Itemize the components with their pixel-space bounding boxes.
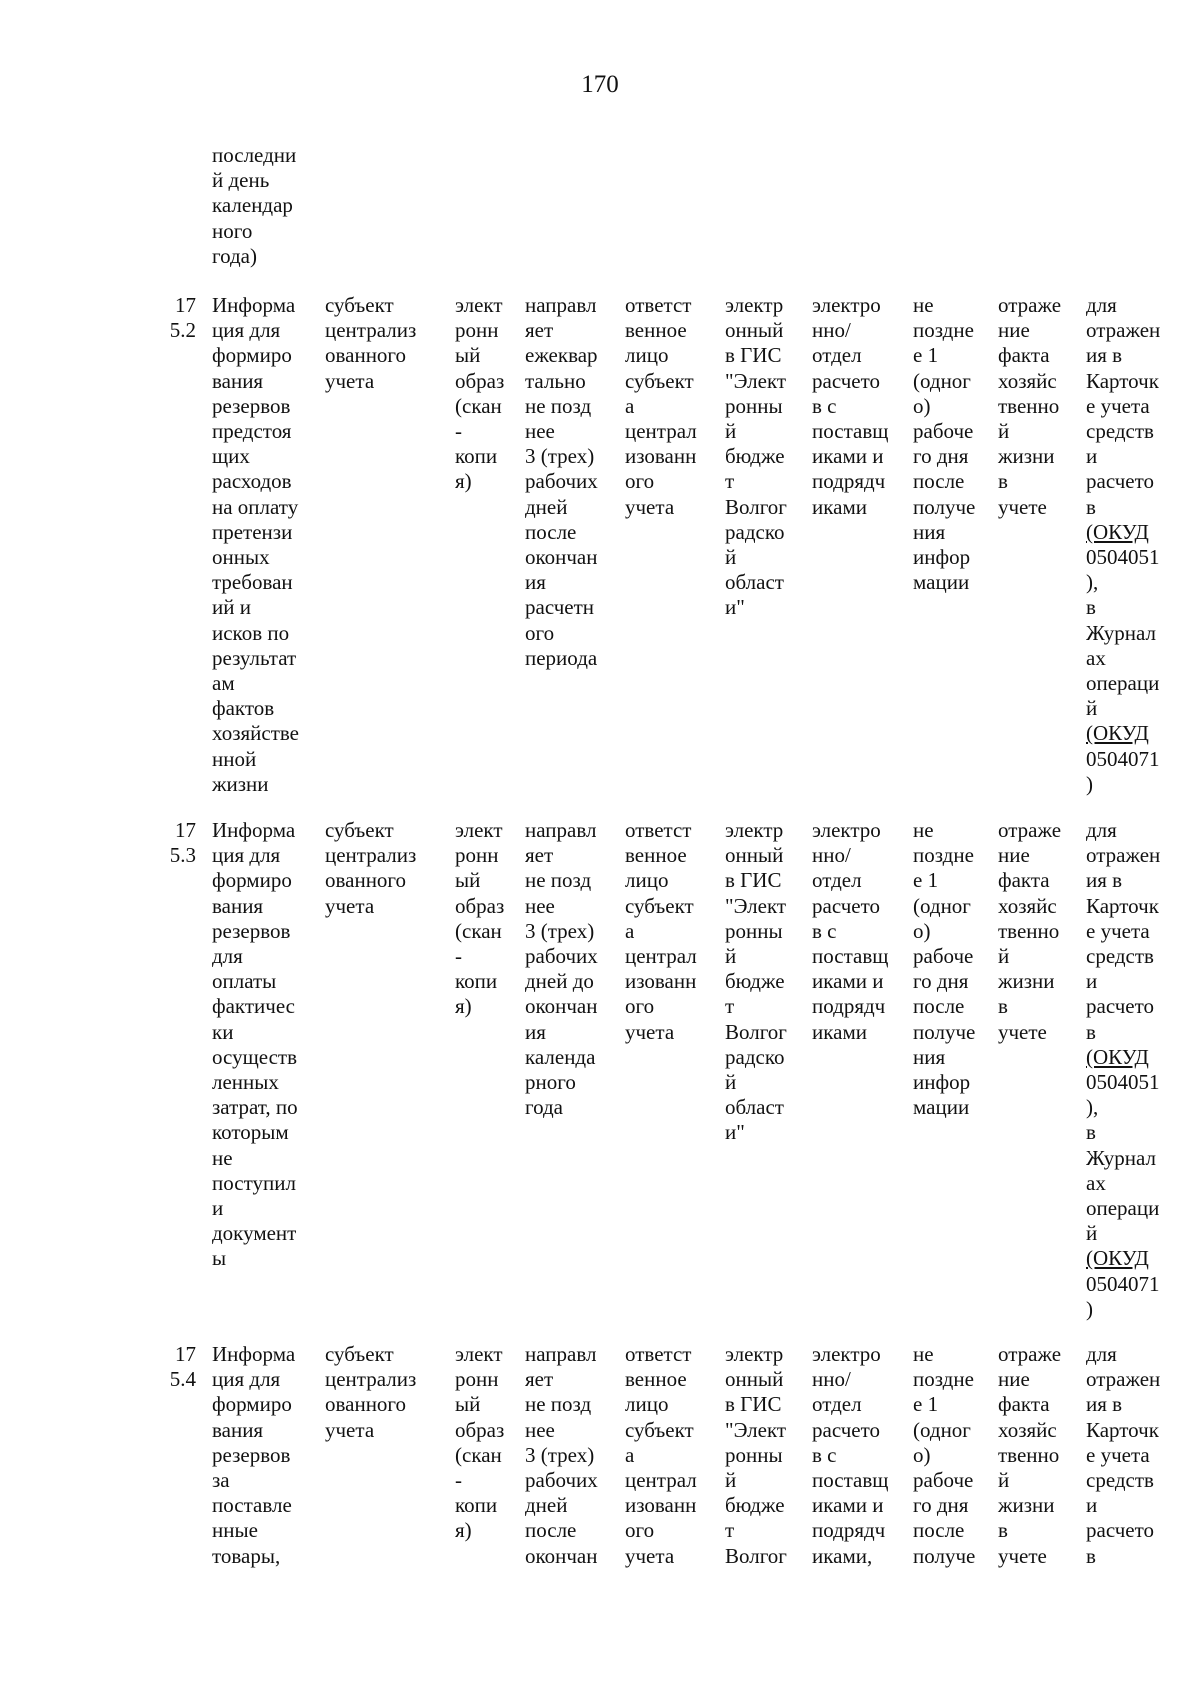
purpose-line: (ОКУД	[1086, 721, 1149, 746]
purpose-line: Карточк	[1086, 893, 1159, 918]
purpose-line: расчето	[1086, 1518, 1155, 1543]
purpose-line: и	[1086, 969, 1098, 994]
purpose-line: й	[1086, 1221, 1098, 1246]
purpose-line: ах	[1086, 645, 1106, 670]
purpose-line: ах	[1086, 1170, 1106, 1195]
purpose-line: в	[1086, 1019, 1096, 1044]
sender: ответст венное лицо субъект а централ изованн ого учета	[625, 293, 697, 519]
document-name: Информа ция для формиро вания резервов предстоя щих расходов на оплату претензи онных требован ий и исков по результат ам фактов хозяйстве нной жизни	[212, 293, 300, 796]
purpose-line: средств	[1086, 944, 1154, 969]
purpose-line: ия в	[1086, 868, 1123, 893]
purpose-line: для	[1086, 293, 1117, 317]
purpose-line: Журнал	[1086, 1145, 1157, 1170]
recipient: электро нно/ отдел расчето в с поставщ иками и подрядч иками	[812, 818, 889, 1044]
document-format: элект ронн ый образ (скан - копи я)	[455, 293, 505, 494]
responsible-party: субъект централиз ованного учета	[325, 293, 417, 393]
purpose-line: 0504071	[1086, 1271, 1160, 1296]
purpose-line: ),	[1086, 1095, 1099, 1120]
purpose-line: е учета	[1086, 918, 1150, 943]
purpose-line: и	[1086, 444, 1098, 469]
purpose-line: отражен	[1086, 318, 1161, 343]
purpose-line: операци	[1086, 1196, 1160, 1221]
purpose-line: )	[1086, 771, 1093, 796]
transfer-channel: электр онный в ГИС "Элект ронны й бюдже т Волгог радско й област и"	[725, 293, 787, 620]
purpose-line: в	[1086, 595, 1096, 620]
transfer-channel: электр онный в ГИС "Элект ронны й бюдже т Волгог радско й област и"	[725, 818, 787, 1145]
purpose-line: для	[1086, 1342, 1117, 1366]
purpose-line: для	[1086, 818, 1117, 842]
purpose-line: средств	[1086, 1468, 1154, 1493]
purpose-line: Карточк	[1086, 1417, 1159, 1442]
purpose-line: Журнал	[1086, 620, 1157, 645]
purpose-line: Карточк	[1086, 368, 1159, 393]
transfer-channel: электр онный в ГИС "Элект ронны й бюдже т Волгог	[725, 1342, 787, 1568]
purpose-line: )	[1086, 1296, 1093, 1321]
document-format: элект ронн ый образ (скан - копи я)	[455, 818, 505, 1019]
processing-deadline: не поздне е 1 (одног о) рабоче го дня после получе ния инфор мации	[913, 818, 976, 1120]
purpose-line: отражен	[1086, 1367, 1161, 1392]
purpose-line: 0504071	[1086, 746, 1160, 771]
purpose-line: отражен	[1086, 843, 1161, 868]
purpose-line: и	[1086, 1493, 1098, 1518]
sender: ответст венное лицо субъект а централ изованн ого учета	[625, 818, 697, 1044]
purpose	[1086, 1342, 1160, 1569]
action: отраже ние факта хозяйс твенно й жизни в учете	[998, 818, 1062, 1044]
sender: ответст венное лицо субъект а централ изованн ого учета	[625, 1342, 697, 1568]
row-number: 17 5.3	[169, 818, 196, 868]
purpose-line: е учета	[1086, 1442, 1150, 1467]
document-name: Информа ция для формиро вания резервов за поставле нные товары,	[212, 1342, 296, 1568]
purpose-line: 0504051	[1086, 1070, 1160, 1095]
responsible-party: субъект централиз ованного учета	[325, 818, 417, 918]
purpose-line: ия в	[1086, 1392, 1123, 1417]
recipient: электро нно/ отдел расчето в с поставщ иками и подрядч иками,	[812, 1342, 889, 1568]
row-number: 17 5.2	[169, 293, 196, 343]
responsible-party: субъект централиз ованного учета	[325, 1342, 417, 1442]
purpose-line: в	[1086, 1120, 1096, 1145]
processing-deadline: не поздне е 1 (одног о) рабоче го дня после получе ния инфор мации	[913, 293, 976, 595]
document-name: Информа ция для формиро вания резервов для оплаты фактичес ки осуществ ленных затрат, по которым не поступил и документ ы	[212, 818, 298, 1271]
purpose-line: 0504051	[1086, 545, 1160, 570]
purpose-line: в	[1086, 1543, 1096, 1568]
submission-deadline: направл яет не позд нее 3 (трех) рабочих дней до окончан ия календа рного года	[525, 818, 598, 1120]
purpose-line: расчето	[1086, 469, 1155, 494]
purpose-line: расчето	[1086, 994, 1155, 1019]
purpose-line: е учета	[1086, 393, 1150, 418]
purpose	[1086, 818, 1160, 1322]
purpose-line: (ОКУД	[1086, 1044, 1149, 1069]
submission-deadline: направл яет ежеквар тально не позд нее 3 (трех) рабочих дней после окончан ия расчетн ого периода	[525, 293, 598, 670]
purpose-line: в	[1086, 494, 1096, 519]
action: отраже ние факта хозяйс твенно й жизни в учете	[998, 1342, 1062, 1568]
processing-deadline: не поздне е 1 (одног о) рабоче го дня после получе	[913, 1342, 976, 1568]
previous-row-continuation: последни й день календар ного года)	[212, 143, 297, 268]
page-number: 170	[581, 71, 619, 98]
purpose-line: операци	[1086, 671, 1160, 696]
submission-deadline: направл яет не позд нее 3 (трех) рабочих дней после окончан	[525, 1342, 598, 1568]
purpose-line: ),	[1086, 570, 1099, 595]
action: отраже ние факта хозяйс твенно й жизни в учете	[998, 293, 1062, 519]
purpose-line: (ОКУД	[1086, 519, 1149, 544]
recipient: электро нно/ отдел расчето в с поставщ иками и подрядч иками	[812, 293, 889, 519]
purpose-line: ия в	[1086, 343, 1123, 368]
purpose-line: средств	[1086, 419, 1154, 444]
purpose-line: (ОКУД	[1086, 1246, 1149, 1271]
purpose-line: й	[1086, 696, 1098, 721]
row-number: 17 5.4	[169, 1342, 196, 1392]
purpose	[1086, 293, 1160, 797]
document-format: элект ронн ый образ (скан - копи я)	[455, 1342, 505, 1543]
